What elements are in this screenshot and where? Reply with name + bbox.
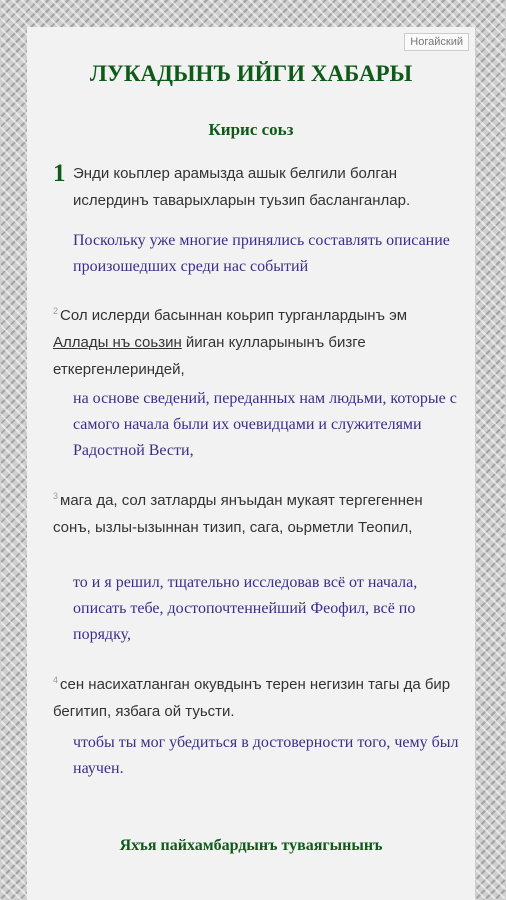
verse-number: 2 [53, 306, 59, 316]
language-label[interactable]: Ногайский [404, 33, 469, 51]
verse-4 [53, 667, 463, 725]
verse-3-translation: то и я решил, тщательно исследовав всё от начала, описать тебе, достопочтеннейший Феофил, всё по порядку, [73, 574, 418, 643]
verse-text: мага да, сол затларды янъыдан мукаят тергегеннен сонъ, ызлы-ызыннан тизип, сага, оьрметли Теопил, [53, 492, 423, 536]
verse-2-translation: на основе сведений, переданных нам людьми, которые с самого начала были их очевидцами и служителями Радостной Вести, [73, 390, 457, 459]
chapter-number: 1 [53, 160, 66, 187]
verse-text: Энди коьплер арамызда ашык белгили болган ислердинъ таварыхларын туьзип басланганлар. [73, 165, 411, 209]
reading-panel [27, 27, 475, 900]
verse-text: йиган кулларынынъ бизге еткергенлериндей, [53, 334, 366, 378]
verse-4-translation: чтобы ты мог убедиться в достоверности того, чему был научен. [73, 734, 459, 777]
verse-3 [53, 483, 463, 541]
verse-text: Сол ислерди басыннан коьрип турганлардынъ эм [60, 307, 408, 324]
verse-1 [73, 160, 465, 214]
next-section-title: Яхъя пайхамбардынъ туваягынынъ [119, 837, 383, 854]
book-title: ЛУКАДЫНЪ ИЙГИ ХАБАРЫ [89, 61, 413, 86]
section-title: Кирис соьз [208, 120, 294, 139]
word-link[interactable]: Аллады нъ соьзин [53, 334, 182, 351]
verse-text: сен насихатланган окувдынъ терен негизин тагы да бир бегитип, язбага ой туьсти. [53, 676, 451, 720]
verse-number: 4 [53, 675, 59, 685]
verse-2 [53, 298, 463, 383]
verse-number: 3 [53, 491, 59, 501]
verse-1-translation: Поскольку уже многие принялись составлять описание произошедших среди нас событий [73, 232, 450, 275]
